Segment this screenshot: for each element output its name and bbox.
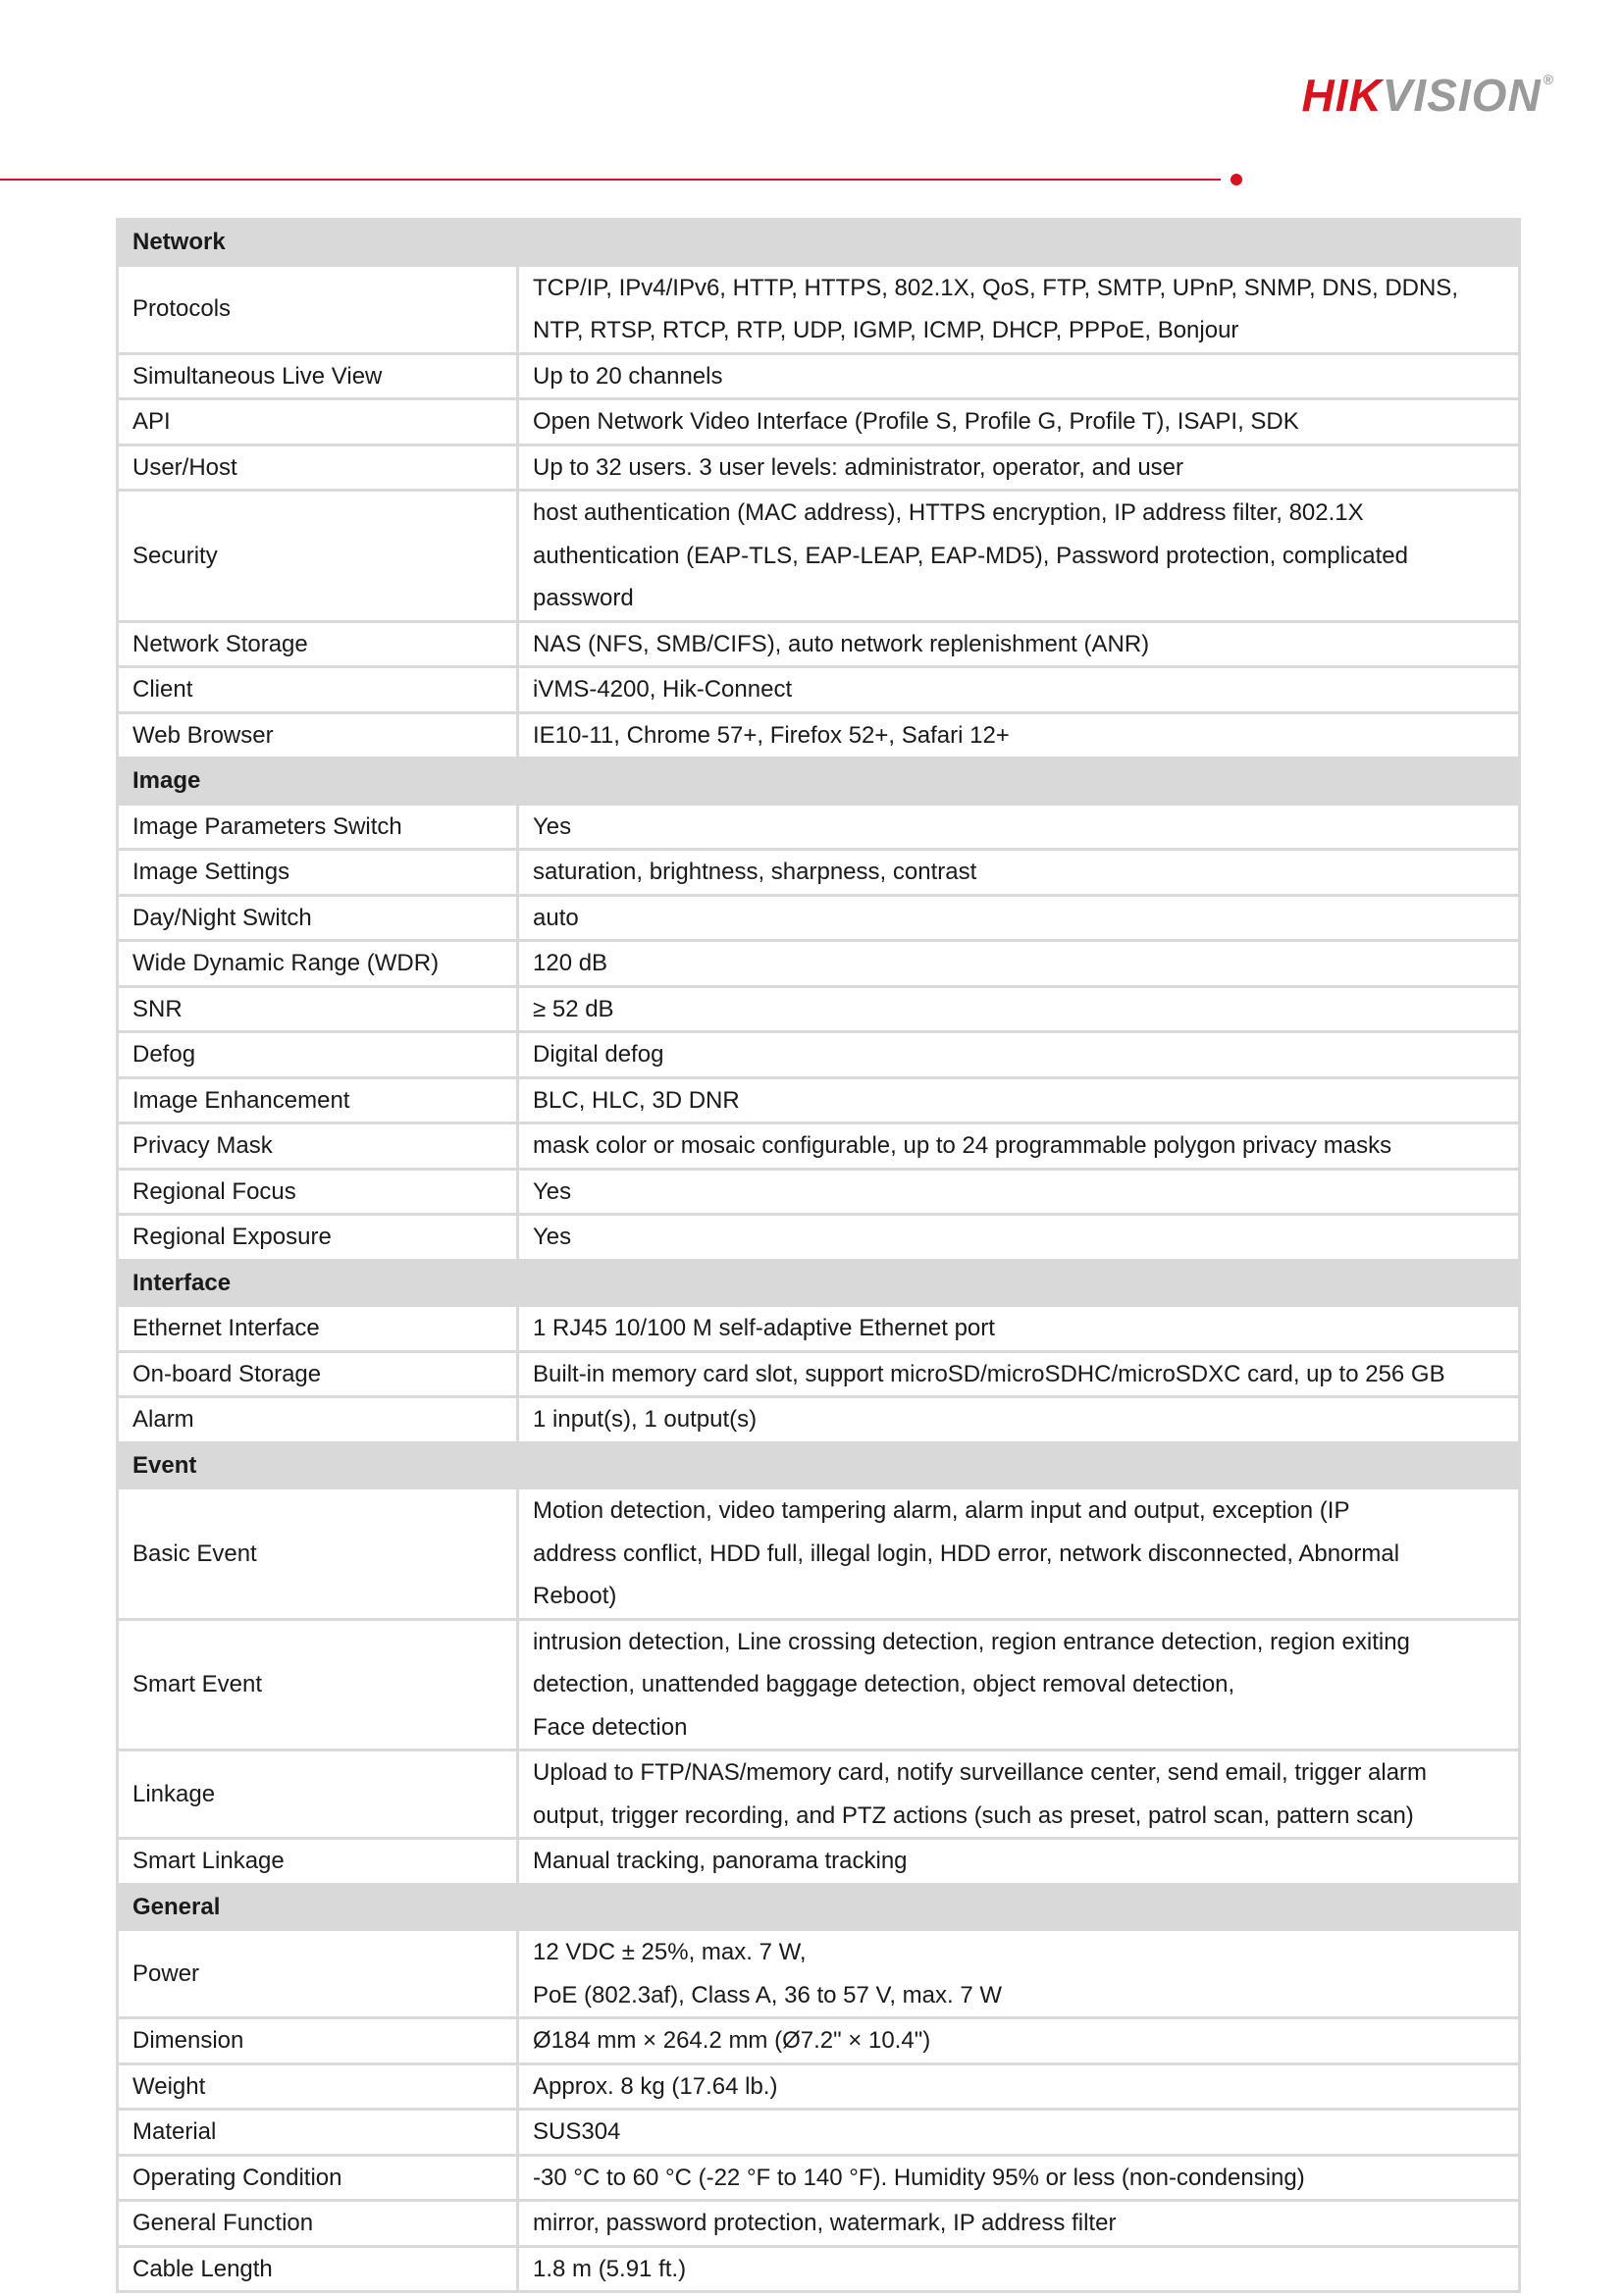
spec-label: User/Host	[118, 444, 518, 491]
spec-row	[118, 1306, 1520, 1352]
spec-row	[118, 621, 1520, 667]
spec-value	[518, 1077, 1520, 1123]
spec-row	[118, 850, 1520, 896]
spec-value	[518, 444, 1520, 491]
spec-value-line: Motion detection, video tampering alarm, alarm input and output, exception (IP	[533, 1497, 1350, 1524]
section-header-image	[118, 758, 1520, 805]
spec-value	[518, 712, 1520, 758]
spec-value-line: 1 input(s), 1 output(s)	[533, 1406, 758, 1433]
section-title: Interface	[118, 1260, 1520, 1306]
spec-label: SNR	[118, 986, 518, 1032]
spec-value	[518, 1839, 1520, 1885]
spec-value-line: saturation, brightness, sharpness, contrast	[533, 859, 977, 885]
spec-value	[518, 2018, 1520, 2064]
section-header-network	[118, 220, 1520, 266]
section-title: General	[118, 1884, 1520, 1930]
specification-table	[116, 218, 1521, 2293]
spec-value	[518, 941, 1520, 987]
spec-row	[118, 2246, 1520, 2292]
spec-value	[518, 850, 1520, 896]
hikvision-logo	[1301, 70, 1555, 121]
spec-label: Basic Event	[118, 1488, 518, 1620]
spec-value-line: iVMS-4200, Hik-Connect	[533, 676, 793, 703]
spec-value-line: mirror, password protection, watermark, IP address filter	[533, 2210, 1117, 2236]
spec-label: Image Enhancement	[118, 1077, 518, 1123]
spec-row	[118, 1077, 1520, 1123]
spec-value-line: Upload to FTP/NAS/memory card, notify surveillance center, send email, trigger alarm	[533, 1759, 1428, 1786]
spec-value	[518, 1930, 1520, 2018]
spec-value-line: Digital defog	[533, 1041, 664, 1068]
spec-value-line: NAS (NFS, SMB/CIFS), auto network replenishment (ANR)	[533, 630, 1150, 657]
spec-value	[518, 353, 1520, 399]
spec-value-line: ≥ 52 dB	[533, 995, 614, 1022]
spec-label: Dimension	[118, 2018, 518, 2064]
header-red-rule	[0, 179, 1221, 181]
spec-label: API	[118, 399, 518, 445]
spec-value	[518, 1123, 1520, 1170]
spec-value-line: password	[533, 585, 634, 611]
spec-value	[518, 895, 1520, 941]
spec-value	[518, 265, 1520, 353]
spec-label: Security	[118, 491, 518, 622]
section-title: Image	[118, 758, 1520, 805]
spec-label: Power	[118, 1930, 518, 2018]
spec-value-line: Face detection	[533, 1713, 688, 1741]
spec-label: General Function	[118, 2201, 518, 2247]
spec-value	[518, 2110, 1520, 2156]
spec-label: On-board Storage	[118, 1351, 518, 1397]
logo-registered-mark: ®	[1543, 72, 1554, 87]
spec-row	[118, 1032, 1520, 1078]
spec-value-line: address conflict, HDD full, illegal login, HDD error, network disconnected, Abnormal	[533, 1539, 1400, 1567]
spec-label: Simultaneous Live View	[118, 353, 518, 399]
section-header-interface	[118, 1260, 1520, 1306]
spec-label: Linkage	[118, 1750, 518, 1839]
spec-row	[118, 2201, 1520, 2247]
spec-value-line: Approx. 8 kg (17.64 lb.)	[533, 2072, 778, 2100]
spec-row	[118, 667, 1520, 713]
spec-row	[118, 491, 1520, 622]
spec-value-line: Ø184 mm × 264.2 mm (Ø7.2" × 10.4")	[533, 2027, 931, 2054]
spec-value-line: 1.8 m (5.91 ft.)	[533, 2255, 687, 2282]
spec-value-line: detection, unattended baggage detection, object removal detection,	[533, 1671, 1235, 1697]
spec-value	[518, 1032, 1520, 1078]
spec-row	[118, 444, 1520, 491]
spec-value	[518, 1351, 1520, 1397]
spec-value-line: Up to 20 channels	[533, 362, 723, 390]
spec-value-line: host authentication (MAC address), HTTPS encryption, IP address filter, 802.1X	[533, 499, 1364, 526]
spec-row	[118, 1123, 1520, 1170]
spec-label: Ethernet Interface	[118, 1306, 518, 1352]
spec-value	[518, 986, 1520, 1032]
spec-value	[518, 1488, 1520, 1620]
spec-label: Cable Length	[118, 2246, 518, 2292]
spec-label: Material	[118, 2110, 518, 2156]
spec-label: Client	[118, 667, 518, 713]
spec-value	[518, 1619, 1520, 1750]
spec-value	[518, 1397, 1520, 1443]
logo-vision-text: VISION	[1382, 70, 1542, 121]
section-header-general	[118, 1884, 1520, 1930]
spec-row	[118, 1351, 1520, 1397]
spec-row	[118, 353, 1520, 399]
spec-value-line: Yes	[533, 812, 572, 840]
spec-value-line: TCP/IP, IPv4/IPv6, HTTP, HTTPS, 802.1X, QoS, FTP, SMTP, UPnP, SNMP, DNS, DDNS,	[533, 274, 1458, 301]
spec-value	[518, 2155, 1520, 2201]
spec-label: Smart Linkage	[118, 1839, 518, 1885]
spec-value-line: BLC, HLC, 3D DNR	[533, 1086, 740, 1114]
spec-value	[518, 667, 1520, 713]
spec-row	[118, 399, 1520, 445]
spec-row	[118, 895, 1520, 941]
spec-row	[118, 941, 1520, 987]
spec-label: Network Storage	[118, 621, 518, 667]
spec-row	[118, 1488, 1520, 1620]
spec-value	[518, 2063, 1520, 2110]
spec-row	[118, 1397, 1520, 1443]
spec-value-line: 120 dB	[533, 950, 608, 976]
header-red-dot	[1230, 174, 1242, 185]
spec-label: Alarm	[118, 1397, 518, 1443]
spec-row	[118, 1839, 1520, 1885]
spec-label: Operating Condition	[118, 2155, 518, 2201]
spec-row	[118, 2018, 1520, 2064]
spec-row	[118, 1169, 1520, 1215]
spec-value-line: Manual tracking, panorama tracking	[533, 1848, 908, 1874]
spec-value-line: 12 VDC ± 25%, max. 7 W,	[533, 1939, 807, 1965]
spec-value	[518, 1169, 1520, 1215]
spec-label: Wide Dynamic Range (WDR)	[118, 941, 518, 987]
spec-value	[518, 804, 1520, 850]
section-title: Event	[118, 1442, 1520, 1488]
spec-value	[518, 2201, 1520, 2247]
spec-value-line: NTP, RTSP, RTCP, RTP, UDP, IGMP, ICMP, DHCP, PPPoE, Bonjour	[533, 317, 1239, 343]
spec-label: Web Browser	[118, 712, 518, 758]
spec-label: Day/Night Switch	[118, 895, 518, 941]
spec-table-container	[116, 218, 1521, 2293]
spec-label: Privacy Mask	[118, 1123, 518, 1170]
spec-value	[518, 1215, 1520, 1261]
spec-value	[518, 2246, 1520, 2292]
section-title: Network	[118, 220, 1520, 266]
spec-value-line: SUS304	[533, 2118, 621, 2145]
spec-value-line: auto	[533, 904, 579, 931]
specification-table-body	[118, 220, 1520, 2292]
spec-row	[118, 1750, 1520, 1839]
logo-hik-text: HIK	[1301, 70, 1383, 121]
spec-value	[518, 1306, 1520, 1352]
spec-label: Image Settings	[118, 850, 518, 896]
spec-value-line: PoE (802.3af), Class A, 36 to 57 V, max. 7 W	[533, 1981, 1003, 2009]
spec-row	[118, 1930, 1520, 2018]
spec-value	[518, 491, 1520, 622]
spec-value-line: mask color or mosaic configurable, up to 24 programmable polygon privacy masks	[533, 1132, 1392, 1159]
spec-row	[118, 986, 1520, 1032]
spec-value-line: Yes	[533, 1224, 572, 1250]
spec-value-line: output, trigger recording, and PTZ actions (such as preset, patrol scan, pattern scan)	[533, 1801, 1414, 1829]
spec-label: Weight	[118, 2063, 518, 2110]
spec-value-line: Built-in memory card slot, support microSD/microSDHC/microSDXC card, up to 256 GB	[533, 1360, 1445, 1387]
spec-value	[518, 621, 1520, 667]
spec-row	[118, 804, 1520, 850]
spec-row	[118, 2110, 1520, 2156]
spec-row	[118, 2155, 1520, 2201]
spec-label: Defog	[118, 1032, 518, 1078]
spec-value-line: -30 °C to 60 °C (-22 °F to 140 °F). Humidity 95% or less (non-condensing)	[533, 2164, 1305, 2191]
spec-row	[118, 2063, 1520, 2110]
spec-value	[518, 399, 1520, 445]
spec-value-line: Reboot)	[533, 1583, 617, 1609]
spec-row	[118, 1619, 1520, 1750]
spec-label: Regional Focus	[118, 1169, 518, 1215]
spec-label: Protocols	[118, 265, 518, 353]
spec-label: Regional Exposure	[118, 1215, 518, 1261]
spec-row	[118, 1215, 1520, 1261]
spec-label: Image Parameters Switch	[118, 804, 518, 850]
section-header-event	[118, 1442, 1520, 1488]
spec-value-line: Up to 32 users. 3 user levels: administrator, operator, and user	[533, 453, 1184, 481]
spec-value-line: authentication (EAP-TLS, EAP-LEAP, EAP-MD5), Password protection, complicated	[533, 542, 1408, 569]
spec-row	[118, 712, 1520, 758]
spec-value-line: 1 RJ45 10/100 M self-adaptive Ethernet port	[533, 1315, 995, 1341]
spec-value-line: Open Network Video Interface (Profile S, Profile G, Profile T), ISAPI, SDK	[533, 408, 1299, 435]
spec-label: Smart Event	[118, 1619, 518, 1750]
spec-row	[118, 265, 1520, 353]
spec-value-line: Yes	[533, 1177, 572, 1205]
spec-value-line: intrusion detection, Line crossing detection, region entrance detection, region exiting	[533, 1628, 1410, 1655]
spec-value-line: IE10-11, Chrome 57+, Firefox 52+, Safari 12+	[533, 721, 1010, 749]
spec-value	[518, 1750, 1520, 1839]
